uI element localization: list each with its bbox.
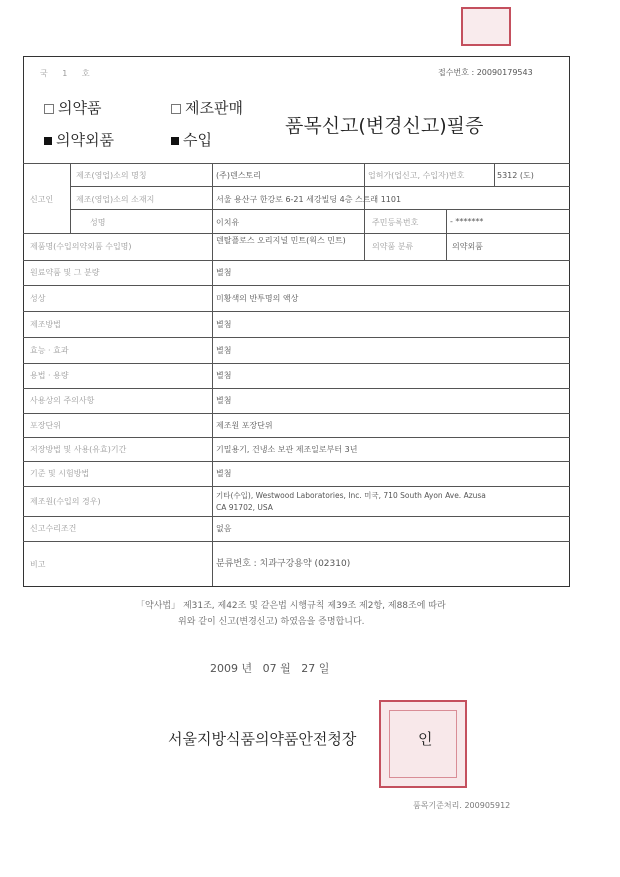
packaging-value: 제조원 포장단위: [216, 421, 273, 430]
ingredient-label: 원료약품 및 그 분량: [30, 268, 100, 277]
certification-line1: 「약사법」 제31조, 제42조 및 같은법 시행규칙 제39조 제2항, 제88조에 따라: [136, 601, 446, 611]
checkbox-empty-icon: [44, 104, 54, 114]
document-title: 품목신고(변경신고)필증: [285, 115, 484, 137]
origin-label: 제조원(수입의 경우): [30, 497, 101, 506]
maker-label: 제조(영업)소의 명칭: [76, 171, 147, 180]
origin-value-line1: 기타(수입), Westwood Laboratories, Inc. 미국, 710 South Ayon Ave. Azusa: [216, 491, 486, 500]
effect-label: 효능 · 효과: [30, 346, 69, 355]
condition-label: 신고수리조건: [30, 524, 77, 533]
ingredient-value: 별첨: [216, 268, 232, 277]
storage-value: 기밀용기, 건냉소 보관 제조일로부터 3년: [216, 445, 358, 454]
remarks-value: 분류번호 : 치과구강용약 (02310): [216, 559, 351, 569]
class-label: 의약품 분류: [372, 242, 414, 251]
name-value: 이치유: [216, 218, 240, 227]
appearance-label: 성상: [30, 294, 46, 303]
checkbox-empty-icon: [171, 104, 181, 114]
license-label: 업허가(업신고, 수입자)번호: [368, 171, 465, 180]
storage-label: 저장방법 및 사용(유효)기간: [30, 445, 127, 454]
method-value: 별첨: [216, 320, 232, 329]
header-left-small: 국 1 호: [40, 69, 96, 78]
appearance-value: 미황색의 반투명의 액상: [216, 294, 299, 303]
spec-value: 별첨: [216, 469, 232, 478]
packaging-label: 포장단위: [30, 421, 61, 430]
spec-label: 기준 및 시험방법: [30, 469, 90, 478]
dosage-value: 별첨: [216, 371, 232, 380]
license-value: 5312 (도): [497, 171, 534, 180]
receipt-number: 접수번호 : 20090179543: [438, 68, 533, 77]
class-value: 의약외품: [452, 242, 483, 251]
section-label: 신고인: [30, 195, 54, 204]
remarks-label: 비고: [30, 560, 46, 569]
receipt-stamp: [461, 7, 511, 46]
method-label: 제조방법: [30, 320, 61, 329]
effect-value: 별첨: [216, 346, 232, 355]
issuer-name: 서울지방식품의약품안전청장: [168, 730, 357, 748]
rrn-value: - *******: [450, 217, 484, 226]
caution-value: 별첨: [216, 396, 232, 405]
address-value: 서울 용산구 한강로 6-21 세강빌딩 4층 스트래 1101: [216, 195, 402, 204]
maker-value: (주)덴스토리: [216, 171, 261, 180]
category-manufacture-sale: 제조판매: [171, 97, 243, 118]
category-drug: 의약품: [44, 97, 101, 118]
checkbox-checked-icon: [44, 137, 52, 145]
condition-value: 없음: [216, 524, 232, 533]
caution-label: 사용상의 주의사항: [30, 396, 95, 405]
rrn-label: 주민등록번호: [372, 218, 419, 227]
checkbox-checked-icon: [171, 137, 179, 145]
name-label: 성명: [90, 218, 106, 227]
footer-doc-code: 품목기준처리. 200905912: [413, 801, 511, 810]
address-label: 제조(영업)소의 소재지: [76, 195, 155, 204]
issue-date: 2009 년 07 월 27 일: [210, 662, 330, 675]
product-value: 덴탈플로스 오리지널 민트(웍스 민트): [216, 236, 346, 245]
product-label: 제품명(수입의약외품 수입명): [30, 242, 132, 251]
origin-value-line2: CA 91702, USA: [216, 503, 273, 512]
category-import: 수입: [171, 129, 212, 150]
certification-line2: 위와 같이 신고(변경신고) 하였음을 증명합니다.: [178, 617, 365, 627]
seal-word: 인: [418, 730, 433, 748]
dosage-label: 용법 · 용량: [30, 371, 69, 380]
category-quasi-drug: 의약외품: [44, 129, 114, 150]
